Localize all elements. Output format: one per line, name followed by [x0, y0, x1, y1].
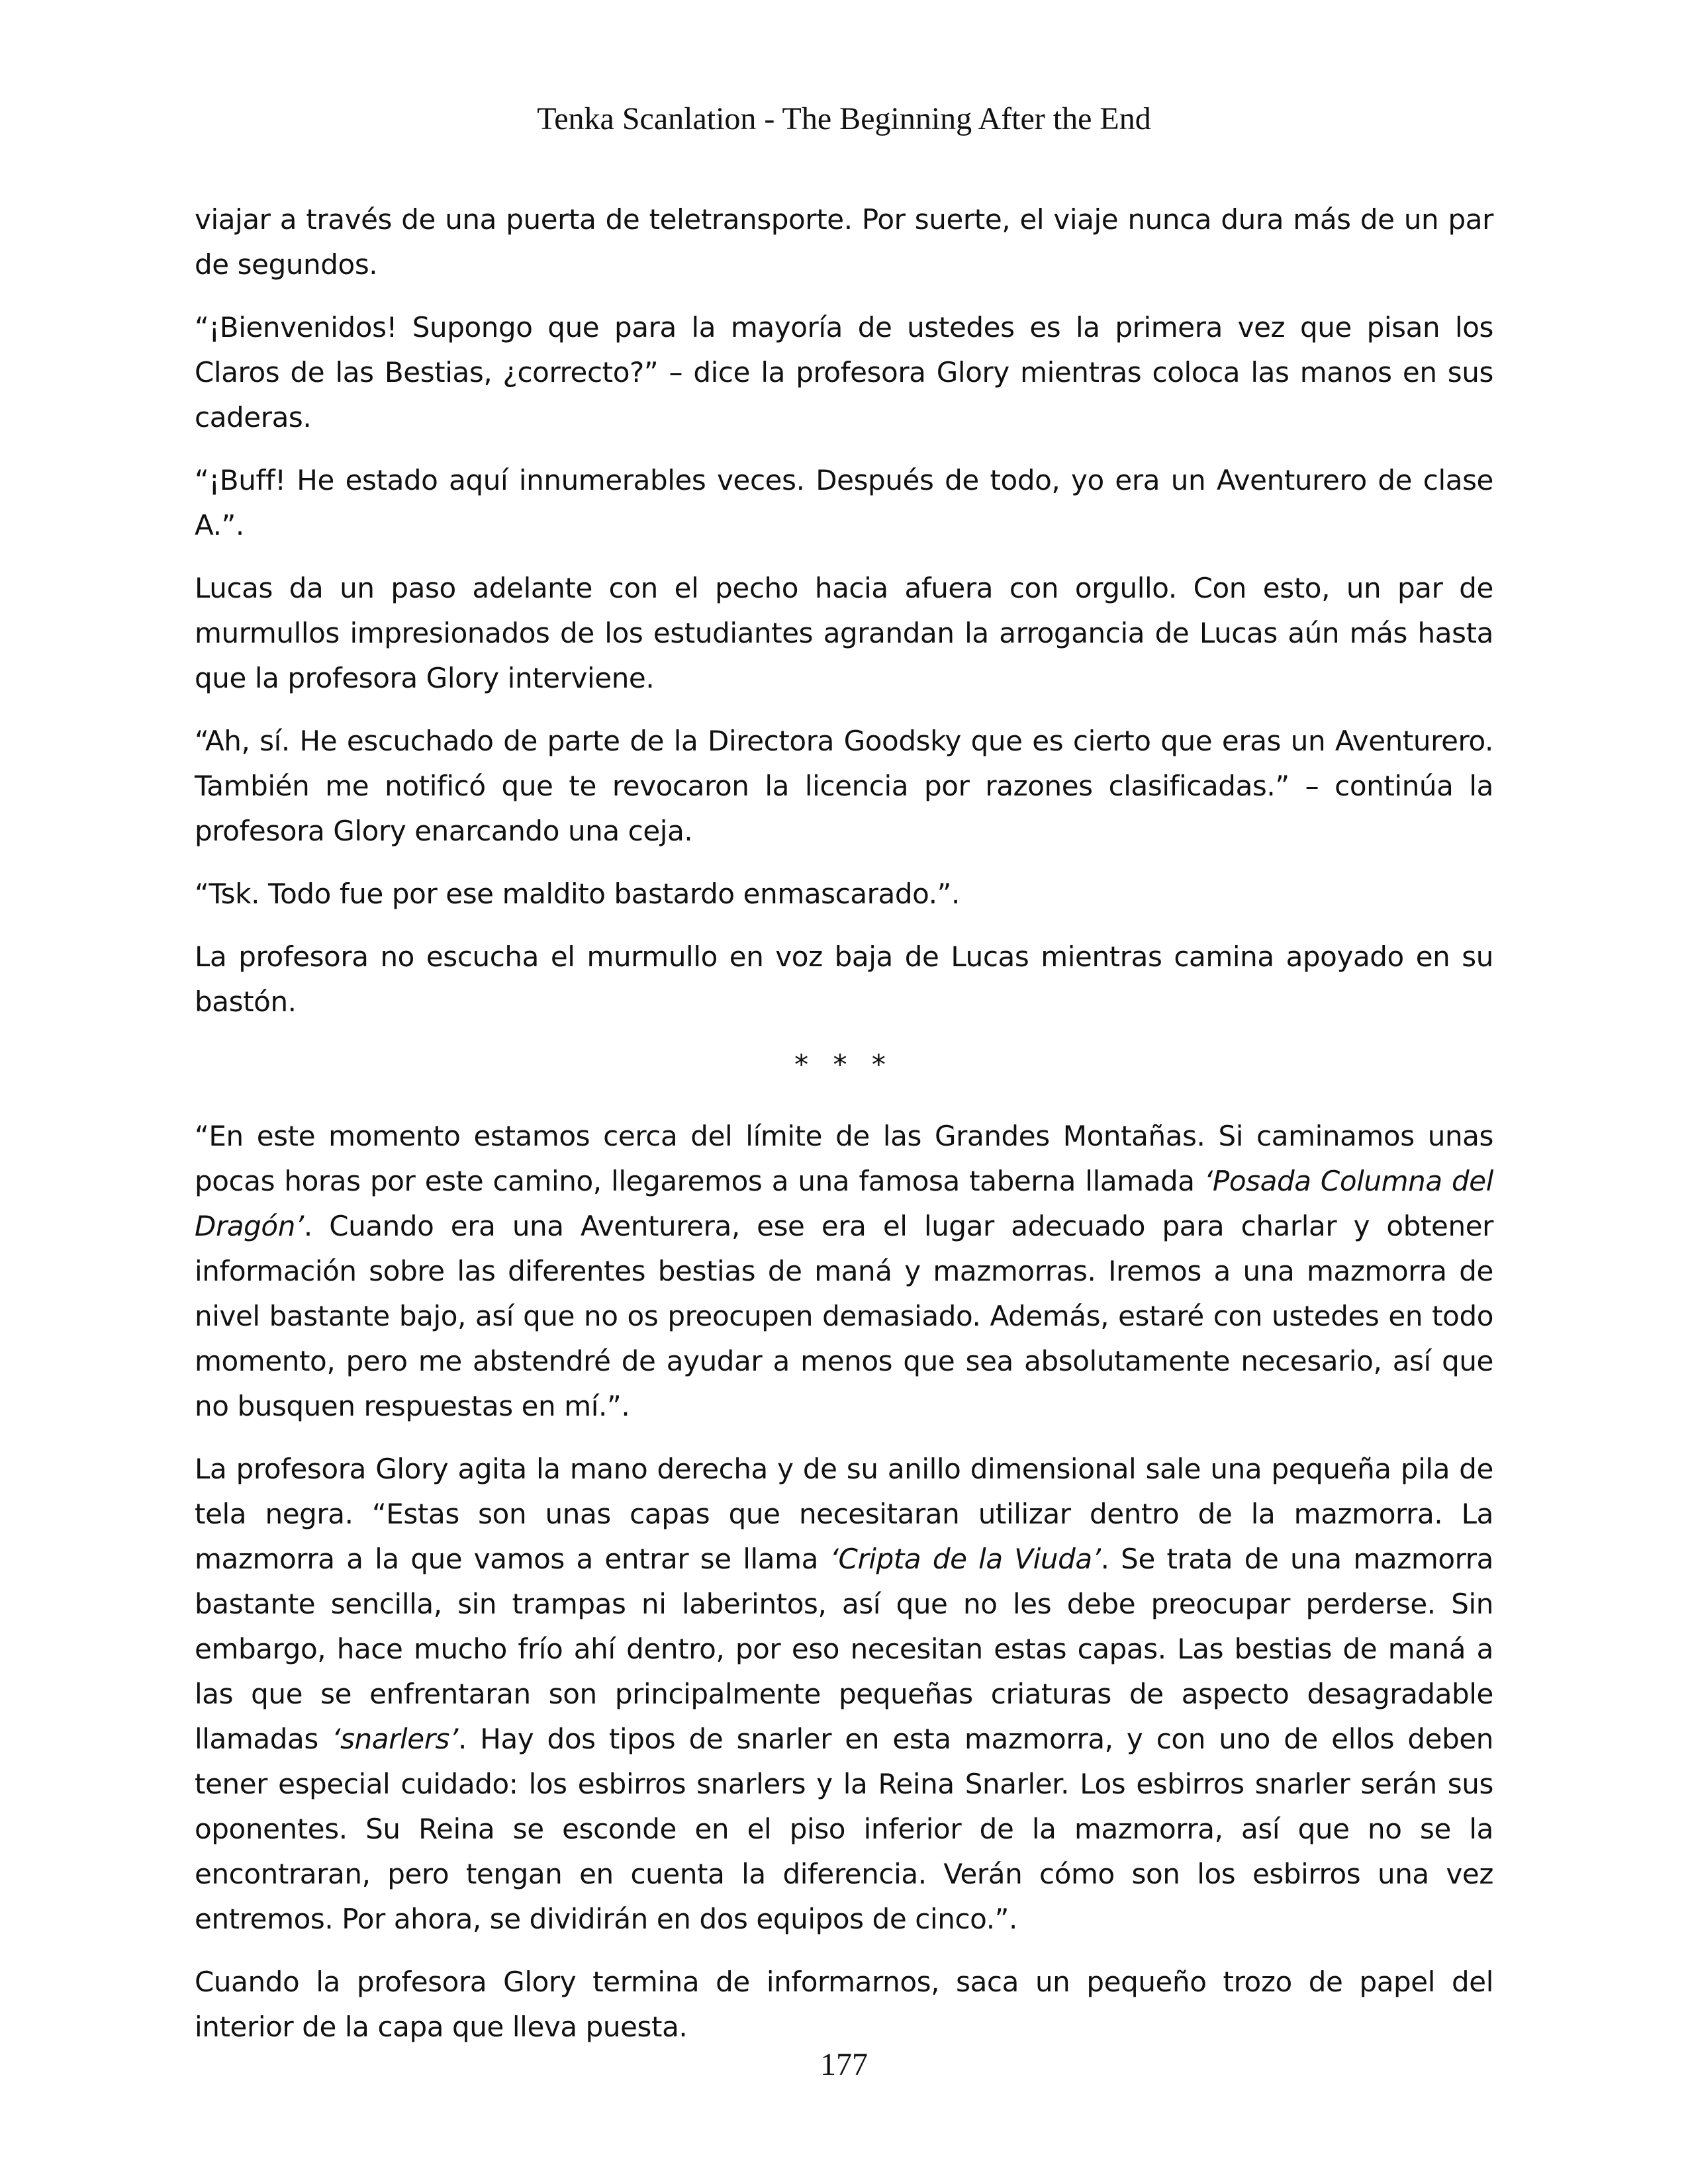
page-header: Tenka Scanlation - The Beginning After the End [537, 101, 1151, 136]
paragraph: viajar a través de una puerta de teletransporte. Por suerte, el viaje nunca dura más de un par de segundos. [195, 203, 1493, 281]
paragraph: Lucas da un paso adelante con el pecho hacia afuera con orgullo. Con esto, un par de murmullos impresionados de los estudiantes agrandan la arrogancia de Lucas aún más hasta que la profesora Glory interviene. [195, 572, 1493, 694]
paragraph [195, 1114, 1493, 1429]
italic-title: ‘Posada Columna del Dragón’ [195, 1165, 1494, 1242]
paragraph: “¡Buff! He estado aquí innumerables veces. Después de todo, yo era un Aventurero de clase A.”. [195, 464, 1493, 541]
text-run: . Hay dos tipos de snarler en esta mazmorra, y con uno de ellos deben tener especial cuidado: los esbirros snarlers y la Reina Snarler. Los esbirros snarler serán sus oponentes. Su Reina se esconde en el piso inferior de la mazmorra, así que no se la encontraran, pero tengan en cuenta la diferencia. Verán cómo son los esbirros una vez entremos. Por ahora, se dividirán en dos equipos de cinco.”. [195, 1723, 1493, 1935]
paragraph [195, 1447, 1493, 1942]
paragraph: “¡Bienvenidos! Supongo que para la mayoría de ustedes es la primera vez que pisan los Claros de las Bestias, ¿correcto?” – dice la profesora Glory mientras coloca las manos en sus caderas. [195, 311, 1493, 433]
paragraph: “Ah, sí. He escuchado de parte de la Directora Goodsky que es cierto que eras un Aventurero. También me notificó que te revocaron la licencia por razones clasificadas.” – continúa la profesora Glory enarcando una ceja. [195, 725, 1493, 847]
page-number: 177 [820, 2047, 868, 2082]
page-body [195, 197, 1493, 2068]
italic-title: ‘Cripta de la Viuda’ [829, 1543, 1101, 1575]
paragraph: La profesora no escucha el murmullo en voz baja de Lucas mientras camina apoyado en su bastón. [195, 940, 1493, 1018]
scene-separator: * * * [794, 1048, 894, 1081]
text-run: La profesora Glory agita la mano derecha y de su anillo dimensional sale una pequeña pila de tela negra. “Estas son unas capas que necesitaran utilizar dentro de la mazmorra. La mazmorra a la que vamos a entrar se llama [195, 1453, 1493, 1575]
text-run: “En este momento estamos cerca del límite de las Grandes Montañas. Si caminamos unas pocas horas por este camino, llegaremos a una famosa taberna llamada [195, 1120, 1493, 1197]
paragraph: Cuando la profesora Glory termina de informarnos, saca un pequeño trozo de papel del interior de la capa que lleva puesta. [195, 1966, 1493, 2043]
text-run: . Se trata de una mazmorra bastante sencilla, sin trampas ni laberintos, así que no les debe preocupar perderse. Sin embargo, hace mucho frío ahí dentro, por eso necesitan estas capas. Las bestias de maná a las que se enfrentaran son principalmente pequeñas criaturas de aspecto desagradable llamadas [195, 1543, 1493, 1755]
text-run: . Cuando era una Aventurera, ese era el lugar adecuado para charlar y obtener información sobre las diferentes bestias de maná y mazmorras. Iremos a una mazmorra de nivel bastante bajo, así que no os preocupen demasiado. Además, estaré con ustedes en todo momento, pero me abstendré de ayudar a menos que sea absolutamente necesario, así que no busquen respuestas en mí.”. [195, 1210, 1493, 1422]
italic-term: ‘snarlers’ [332, 1723, 458, 1755]
paragraph: “Tsk. Todo fue por ese maldito bastardo enmascarado.”. [195, 878, 960, 910]
